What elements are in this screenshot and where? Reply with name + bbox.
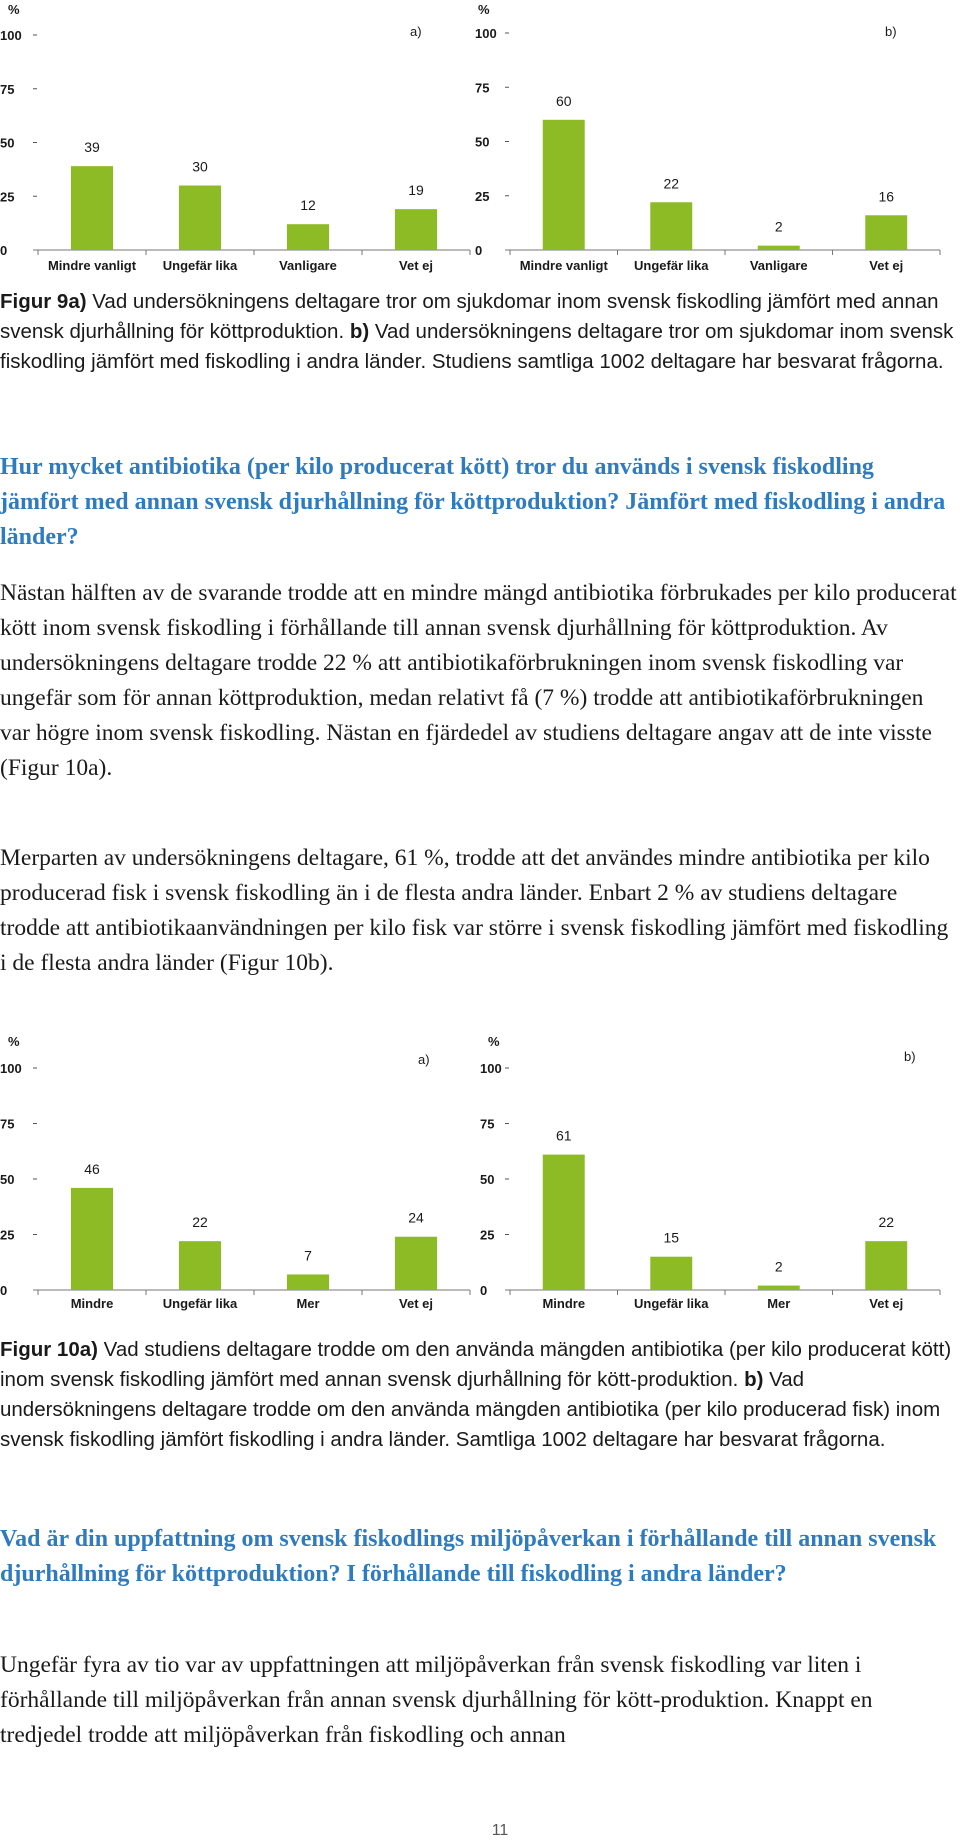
y-tick-label: 25 (0, 189, 15, 205)
y-tick-label: 100 (0, 28, 22, 43)
data-label: 61 (555, 1127, 572, 1144)
paragraph-antibiotics-other-countries: Merparten av undersökningens deltagare, 61 %, trodde att det användes mindre antibiotika per kilo producerad fisk i svensk fiskodling än i de flesta andra länder. Enbart 2 % av studiens deltagare trodde att antibiotikaanvändningen per kilo fisk var större i svensk fiskodling jämfört med fiskodling i de flesta andra länder (Figur 10b). (0, 845, 949, 976)
data-label: 46 (84, 1160, 100, 1177)
y-axis-label: % (8, 2, 20, 17)
data-label: 30 (192, 158, 208, 175)
category-label: Ungefär lika (634, 258, 709, 273)
y-axis-label: % (488, 1034, 500, 1049)
category-label: Vet ej (869, 258, 904, 273)
panel-label: b) (904, 1049, 916, 1064)
y-tick-label: 25 (0, 1227, 15, 1243)
figure10-caption (0, 1335, 958, 1455)
bar (865, 1241, 907, 1290)
bar (543, 1155, 585, 1290)
figure9-caption-text-a: Vad undersökningens deltagare tror om sjukdomar inom svensk fiskodling jämfört med annan svensk djurhållning för köttproduktion. (0, 290, 939, 343)
paragraph-antibiotics-swedish: Nästan hälften av de svarande trodde att en mindre mängd antibiotika förbrukades per kilo producerat kött inom svensk fiskodling i förhållande till annan svensk djurhållning för köttproduktion. Av undersökningens deltagare trodde 22 % att antibiotikaförbrukningen inom svensk fiskodling var ungefär som för annan köttproduktion, medan relativt få (7 %) trodde att antibiotikaförbrukningen var högre inom svensk fiskodling. Nästan en fjärdedel av studiens deltagare angav att de inte visste (Figur 10a). (0, 580, 957, 781)
category-label: Mer (767, 1296, 791, 1311)
figure9-caption-b: b) (349, 320, 370, 343)
data-label: 22 (663, 175, 680, 192)
category-label: Ungefär lika (162, 1296, 238, 1311)
y-tick-label: 25 (475, 188, 490, 204)
category-label: Mindre vanligt (519, 258, 608, 273)
y-tick-label: 100 (480, 1061, 502, 1076)
y-tick-label: 50 (0, 135, 15, 151)
data-label: 12 (300, 197, 316, 214)
page-number: 11 (491, 1822, 509, 1839)
category-label: Mindre vanligt (47, 258, 137, 273)
bar (650, 1257, 692, 1290)
panel-label: b) (885, 24, 897, 39)
y-tick-label: 50 (480, 1172, 495, 1187)
y-tick-label: 25 (480, 1227, 495, 1243)
figure10-caption-text-b: Vad undersökningens deltagare trodde om den använda mängden antibiotika (per kilo producerad fisk) inom svensk fiskodling jämfört fiskodling i andra länder. Samtliga 1002 deltagare har besvarat frågorna. (0, 1368, 941, 1451)
category-label: Ungefär lika (634, 1296, 709, 1311)
y-tick-label: 50 (0, 1172, 15, 1187)
category-label: Vanligare (749, 258, 808, 273)
figure10-caption-text-a: Vad studiens deltagare trodde om den använda mängden antibiotika (per kilo producerat kött) inom svensk fiskodling jämfört med annan svensk djurhållning för kött-produktion. (0, 1338, 952, 1391)
y-tick-label: 75 (0, 81, 15, 97)
y-tick-label: 100 (0, 1061, 22, 1076)
category-label: Mindre (542, 1296, 586, 1311)
y-tick-label: 0 (475, 243, 483, 258)
category-label: Vet ej (399, 258, 433, 273)
y-tick-label: 100 (475, 26, 497, 41)
category-label: Vet ej (869, 1296, 904, 1311)
y-axis-label: % (478, 2, 490, 17)
y-tick-label: 75 (475, 80, 490, 96)
panel-label: a) (418, 1052, 430, 1067)
category-label: Mer (296, 1296, 320, 1311)
category-label: Ungefär lika (162, 258, 238, 273)
data-label: 16 (878, 188, 895, 205)
data-label: 2 (774, 1258, 783, 1275)
data-label: 19 (408, 182, 424, 199)
y-tick-label: 75 (480, 1116, 495, 1132)
data-label: 2 (774, 218, 783, 235)
section-heading-environment: Vad är din uppfattning om svensk fiskodlings miljöpåverkan i förhållande till annan svensk djurhållning för köttproduktion? I förhållande till fiskodling i andra länder? (0, 1526, 937, 1587)
bar (758, 1286, 800, 1290)
data-label: 39 (84, 139, 100, 156)
y-tick-label: 0 (0, 243, 8, 258)
y-tick-label: 50 (475, 134, 490, 150)
figure10-caption-lead: Figur 10a) (0, 1338, 98, 1361)
data-label: 24 (408, 1209, 424, 1226)
y-axis-label: % (8, 1034, 20, 1049)
figure9-caption-text-b: Vad undersökningens deltagare tror om sjukdomar inom svensk fiskodling jämfört med fiskodling i andra länder. Studiens samtliga 1002 deltagare har besvarat frågorna. (0, 320, 954, 373)
paragraph-environment: Ungefär fyra av tio var av uppfattningen att miljöpåverkan från svensk fiskodling var liten i förhållande till miljöpåverkan från annan svensk djurhållning för kött-produktion. Knappt en tredjedel trodde att miljöpåverkan från fiskodling och annan (0, 1652, 873, 1748)
category-label: Vet ej (399, 1296, 433, 1311)
data-label: 60 (555, 92, 572, 109)
data-label: 22 (192, 1214, 208, 1231)
category-label: Mindre (70, 1296, 114, 1311)
category-label: Vanligare (279, 258, 337, 273)
y-tick-label: 0 (480, 1283, 488, 1298)
y-tick-label: 75 (0, 1116, 15, 1132)
data-label: 15 (663, 1229, 680, 1246)
section-heading-antibiotics: Hur mycket antibiotika (per kilo producerat kött) tror du används i svensk fiskodling jämfört med annan svensk djurhållning för köttproduktion? Jämfört med fiskodling i andra länder? (0, 454, 946, 550)
y-tick-label: 0 (0, 1283, 8, 1298)
figure10-caption-b: b) (744, 1368, 764, 1391)
data-label: 22 (878, 1214, 895, 1231)
data-label: 7 (304, 1247, 312, 1264)
panel-label: a) (410, 24, 422, 39)
figure9-caption-lead: Figur 9a) (0, 290, 87, 313)
